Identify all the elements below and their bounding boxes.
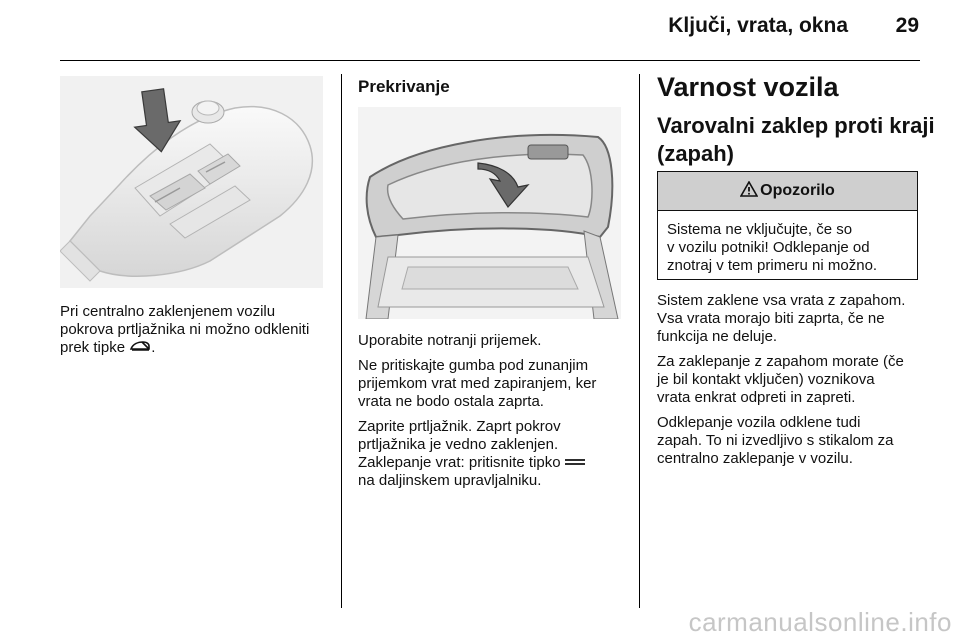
text-line: vrata ne bodo ostala zaprta. (358, 393, 544, 410)
text-line: vrata enkrat odpreti in zapreti. (657, 389, 856, 406)
column-divider-2 (639, 74, 640, 608)
text-line: centralno zaklepanje v vozilu. (657, 450, 853, 467)
subsection-heading (657, 112, 935, 168)
header-rule (60, 60, 920, 61)
warning-triangle-icon (740, 181, 758, 202)
lock-button-icon (565, 454, 585, 472)
running-header-title: Ključi, vrata, okna (668, 14, 848, 37)
text-line: funkcija ne deluje. (657, 328, 778, 345)
watermark: carmanualsonline.info (688, 607, 952, 637)
text-line: prijemkom vrat med zapiranjem, ker (358, 375, 597, 392)
caption-line (60, 339, 330, 357)
warning-title: Opozorilo (760, 182, 835, 199)
subheading-line: (zapah) (657, 141, 734, 166)
key-fob-caption (60, 303, 330, 357)
page-number: 29 (895, 14, 919, 37)
caption-text: prek tipke (60, 339, 126, 356)
section-heading-varnost-vozila: Varnost vozila (657, 72, 839, 102)
col2-body (358, 332, 633, 490)
warning-header (658, 172, 917, 211)
text-line: Sistem zaklene vsa vrata z zapahom. (657, 292, 906, 309)
paragraph: Uporabite notranji prijemek. (358, 332, 542, 349)
text-line: Zaklepanje vrat: pritisnite tipko (358, 454, 561, 471)
text-line: Odklepanje vozila odklene tudi (657, 414, 861, 431)
trunk-lid-figure (358, 107, 621, 319)
text-line: je bil kontakt vključen) voznikova (657, 371, 875, 388)
paragraph (358, 357, 633, 411)
paragraph (657, 292, 932, 346)
paragraph (358, 418, 633, 490)
caption-line: Pri centralno zaklenjenem vozilu (60, 303, 276, 320)
warning-line: Sistema ne vključujte, če so (667, 221, 853, 238)
text-line: Za zaklepanje z zapahom morate (če (657, 353, 904, 370)
text-line: na daljinskem upravljalniku. (358, 472, 542, 490)
text-line: Ne pritiskajte gumba pod zunanjim (358, 357, 589, 374)
caption-line: pokrova prtljažnika ni možno odkleniti (60, 321, 310, 338)
key-fob-figure (60, 76, 323, 288)
warning-body (658, 211, 917, 285)
paragraph (657, 353, 932, 407)
warning-line: znotraj v tem primeru ni možno. (667, 257, 878, 274)
caption-text: . (151, 339, 156, 356)
col3-body (657, 292, 932, 475)
text-line: zapah. To ni izvedljivo s stikalom za (657, 432, 894, 449)
paragraph (657, 414, 932, 468)
text-line: Vsa vrata morajo biti zaprta, če ne (657, 310, 885, 327)
warning-box (657, 171, 918, 280)
warning-line: v vozilu potniki! Odklepanje od (667, 239, 870, 256)
subheading-line: Varovalni zaklep proti kraji (657, 113, 935, 138)
trunk-key-icon (129, 339, 151, 357)
text-line: Zaprite prtljažnik. Zaprt pokrov (358, 418, 561, 435)
section-heading-prekrivanje: Prekrivanje (358, 77, 450, 96)
text-line: prtljažnika je vedno zaklenjen. (358, 436, 559, 453)
column-divider-1 (341, 74, 342, 608)
